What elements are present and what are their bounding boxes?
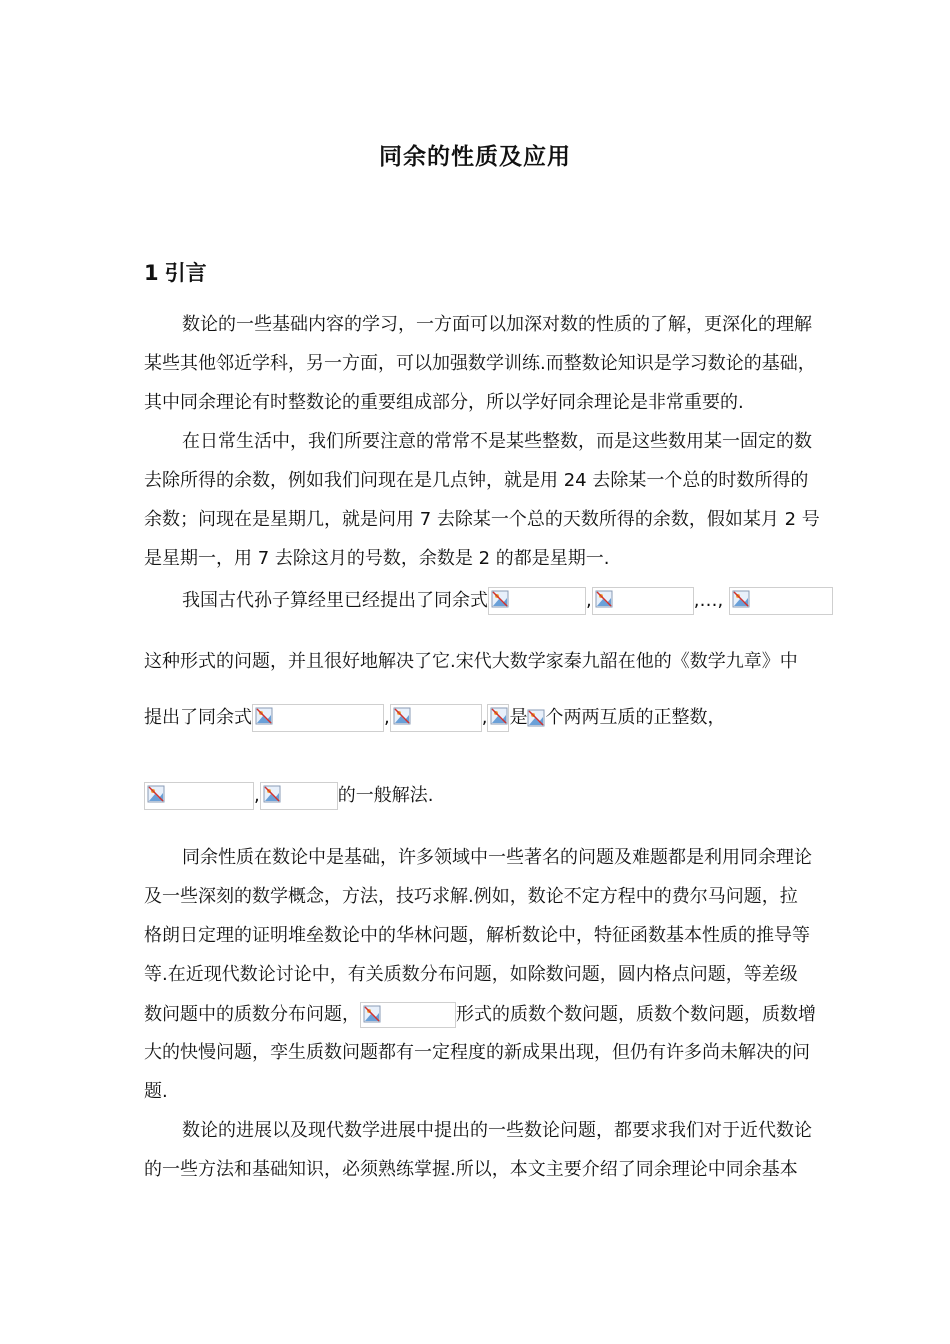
broken-image-icon [527,709,545,727]
formula-image-broken [360,1002,456,1028]
paragraph-4-line-4: 等.在近现代数论讨论中，有关质数分布问题，如除数问题，圆内格点问题，等差级 [144,964,798,985]
section-number: 1 [144,261,159,285]
broken-image-icon [363,1005,381,1023]
paragraph-4-line-5 [144,1002,864,1028]
paragraph-2-line-1: 在日常生活中，我们所要注意的常常不是某些整数，而是这些数用某一固定的数 [182,431,812,452]
paragraph-2-line-3: 余数；问现在是星期几，就是问用 7 去除某一个总的天数所得的余数，假如某月 2 号 [144,509,820,530]
paragraph-4-text: 形式的质数个数问题，质数个数问题，质数增 [456,1004,816,1025]
paragraph-3-line-2: 这种形式的问题，并且很好地解决了它.宋代大数学家秦九韶在他的《数学九章》中 [144,651,798,672]
broken-image-icon [255,707,273,725]
broken-image-icon [393,707,411,725]
separator: , [481,707,488,728]
paragraph-5-line-2: 的一些方法和基础知识，必须熟练掌握.所以，本文主要介绍了同余理论中同余基本 [144,1159,798,1180]
broken-image-icon [490,707,508,725]
paragraph-4-line-3: 格朗日定理的证明堆垒数论中的华林问题，解析数论中，特征函数基本性质的推导等 [144,925,810,946]
paragraph-2-line-4: 是星期一，用 7 去除这月的号数，余数是 2 的都是星期一. [144,548,610,569]
paragraph-3-line-3 [144,704,864,732]
formula-image-broken [144,782,254,810]
section-heading [144,257,207,287]
paragraph-3-text: 我国古代孙子算经里已经提出了同余式 [182,590,488,611]
paragraph-4-line-2: 及一些深刻的数学概念，方法，技巧求解.例如，数论不定方程中的费尔马问题，拉 [144,886,798,907]
separator: ,…, [693,590,724,611]
paragraph-4-text: 数问题中的质数分布问题， [144,1004,360,1025]
formula-image-broken [527,707,545,729]
formula-image-broken [592,587,694,615]
separator: , [586,590,592,611]
formula-image-broken [252,704,384,732]
separator: , [384,707,390,728]
section-title: 引言 [164,261,207,285]
paragraph-4-line-6: 大的快慢问题，孪生质数问题都有一定程度的新成果出现，但仍有许多尚未解决的问 [144,1042,810,1063]
formula-image-broken [487,704,509,732]
separator: , [254,785,260,806]
broken-image-icon [595,590,613,608]
broken-image-icon [263,785,281,803]
formula-image-broken [260,782,338,810]
document-title: 同余的性质及应用 [379,144,571,170]
formula-image-broken [729,587,833,615]
broken-image-icon [732,590,750,608]
paragraph-3-text: 的一般解法. [337,785,434,806]
paragraph-1-line-1: 数论的一些基础内容的学习，一方面可以加深对数的性质的了解，更深化的理解 [182,314,812,335]
formula-image-broken [390,704,482,732]
broken-image-icon [147,785,165,803]
paragraph-1-line-2: 某些其他邻近学科，另一方面，可以加强数学训练.而整数论知识是学习数论的基础， [144,353,816,374]
paragraph-3-line-4 [144,782,864,810]
paragraph-3-line-1 [144,587,902,615]
paragraph-3-text: 提出了同余式 [144,707,252,728]
formula-image-broken [488,587,586,615]
paragraph-2-line-2: 去除所得的余数，例如我们问现在是几点钟，就是用 24 去除某一个总的时数所得的 [144,470,809,491]
paragraph-3-text: 是 [509,707,528,728]
paragraph-3-text: 个两两互质的正整数， [545,707,726,728]
paragraph-4-line-1: 同余性质在数论中是基础，许多领域中一些著名的问题及难题都是利用同余理论 [182,847,812,868]
paragraph-4-line-7: 题. [144,1081,168,1102]
broken-image-icon [491,590,509,608]
paragraph-5-line-1: 数论的进展以及现代数学进展中提出的一些数论问题，都要求我们对于近代数论 [182,1120,812,1141]
paragraph-1-line-3: 其中同余理论有时整数论的重要组成部分，所以学好同余理论是非常重要的. [144,392,744,413]
